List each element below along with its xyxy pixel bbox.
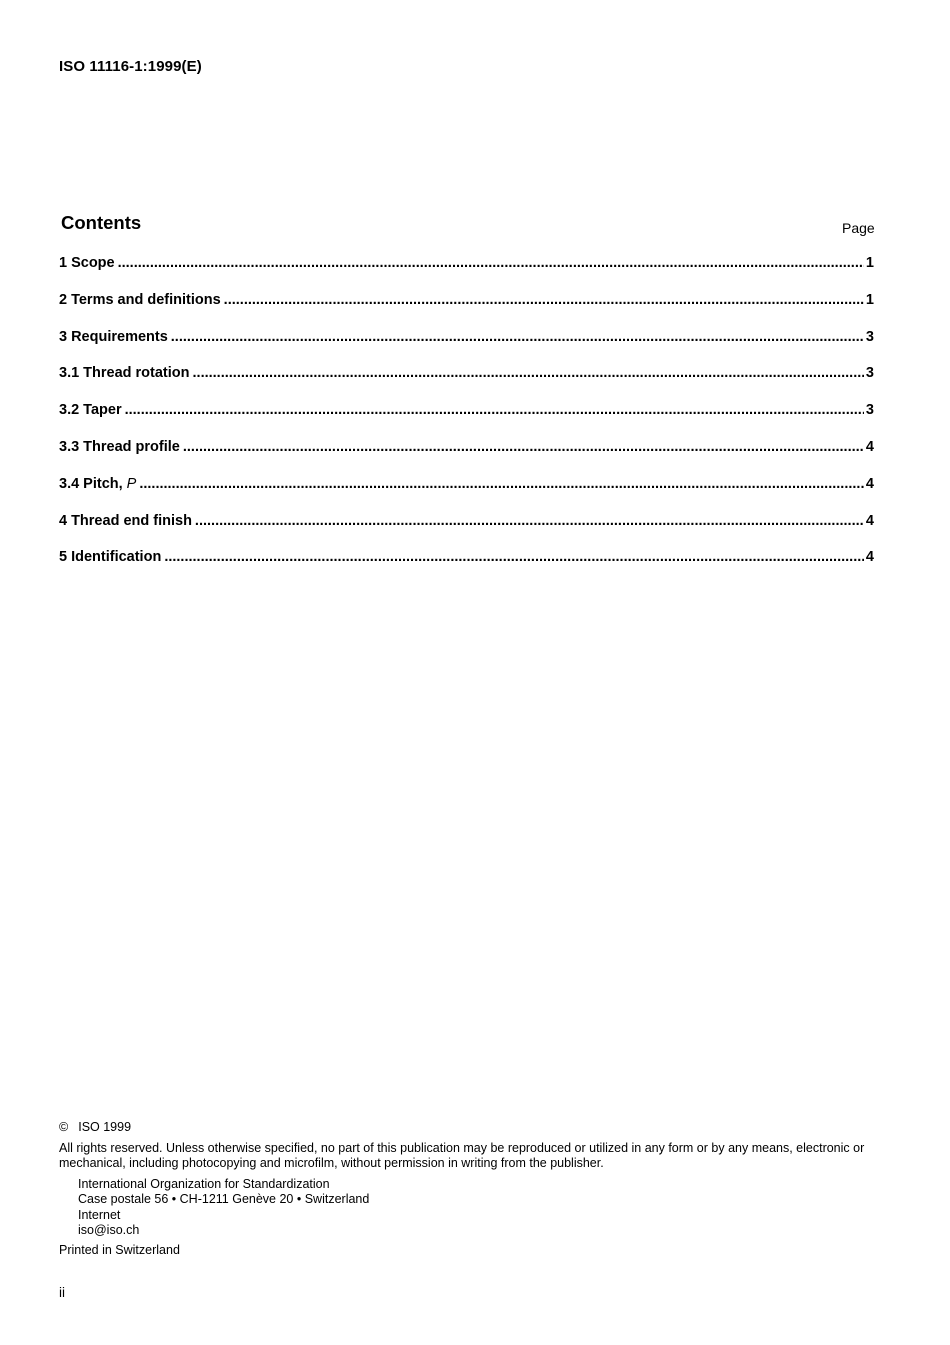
toc-entry-number: 4 <box>59 512 68 529</box>
toc-entry-page: 3 <box>865 365 874 382</box>
toc-entry-page: 1 <box>865 291 874 308</box>
toc-entry-scope[interactable] <box>59 255 874 292</box>
toc-entry-identification[interactable] <box>59 549 874 586</box>
toc-entry-page: 3 <box>865 328 874 345</box>
toc-entry-title: Thread rotation <box>83 365 190 382</box>
table-of-contents <box>59 255 874 586</box>
toc-entry-thread-profile[interactable] <box>59 439 874 476</box>
postal-address: Case postale 56 • CH-1211 Genève 20 • Switzerland <box>78 1192 370 1206</box>
contents-title: Contents <box>61 212 142 233</box>
toc-entry-title: Thread profile <box>83 438 180 455</box>
toc-entry-page: 1 <box>865 255 874 271</box>
rights-statement: All rights reserved. Unless otherwise specified, no part of this publication may be reproduced or utilized in any form or by any means, electronic or mechanical, including photocopying and microfilm, without permission in writing from the publisher. <box>59 1140 865 1170</box>
toc-entry-pitch[interactable] <box>59 476 874 513</box>
page-column-label: Page <box>842 220 875 236</box>
organization-name: International Organization for Standardization <box>78 1176 330 1191</box>
toc-entry-number: 3.2 <box>59 402 80 419</box>
toc-dot-leader <box>195 513 864 529</box>
toc-entry-title: Requirements <box>71 328 168 345</box>
toc-entry-requirements[interactable] <box>59 329 874 366</box>
toc-entry-number: 3 <box>59 328 68 345</box>
toc-dot-leader <box>139 476 864 492</box>
document-id: ISO 11116-1:1999(E) <box>59 58 202 75</box>
toc-entry-title: Identification <box>71 549 162 566</box>
toc-entry-number: 2 <box>59 291 68 308</box>
page-number: ii <box>59 1285 65 1300</box>
toc-dot-leader <box>164 549 864 565</box>
toc-entry-title: Scope <box>71 255 115 271</box>
toc-entry-thread-rotation[interactable] <box>59 365 874 402</box>
toc-entry-number: 1 <box>59 255 68 271</box>
copyright-notice: ISO 1999 <box>78 1120 132 1134</box>
toc-entry-page: 4 <box>865 475 874 492</box>
toc-dot-leader <box>118 255 864 271</box>
copyright-symbol: © <box>59 1120 69 1134</box>
toc-entry-page: 3 <box>865 402 874 419</box>
toc-dot-leader <box>183 439 864 455</box>
internet-label: Internet <box>78 1207 121 1222</box>
toc-dot-leader <box>125 402 864 418</box>
toc-entry-title: Terms and definitions <box>71 291 221 308</box>
toc-entry-variable: P <box>126 475 137 492</box>
publisher-address <box>78 1177 879 1239</box>
toc-entry-page: 4 <box>865 549 874 566</box>
toc-entry-number: 3.1 <box>59 365 80 382</box>
printed-in: Printed in Switzerland <box>59 1242 180 1257</box>
toc-entry-thread-end-finish[interactable] <box>59 513 874 550</box>
internet-contact <box>78 1208 879 1239</box>
toc-entry-number: 3.4 <box>59 475 80 492</box>
toc-dot-leader <box>224 292 864 308</box>
toc-entry-terms-and-definitions[interactable] <box>59 292 874 329</box>
internet-email[interactable]: iso@iso.ch <box>78 1223 140 1237</box>
toc-entry-number: 5 <box>59 549 68 566</box>
toc-entry-title: Taper <box>83 402 122 419</box>
copyright-block <box>59 1120 879 1258</box>
toc-entry-title: Pitch, <box>83 475 123 492</box>
toc-entry-title: Thread end finish <box>71 512 192 529</box>
toc-entry-taper[interactable] <box>59 402 874 439</box>
toc-dot-leader <box>193 365 864 381</box>
toc-entry-page: 4 <box>865 438 874 455</box>
toc-dot-leader <box>171 329 864 345</box>
toc-entry-number: 3.3 <box>59 438 80 455</box>
toc-entry-page: 4 <box>865 512 874 529</box>
copyright-line <box>59 1120 879 1136</box>
